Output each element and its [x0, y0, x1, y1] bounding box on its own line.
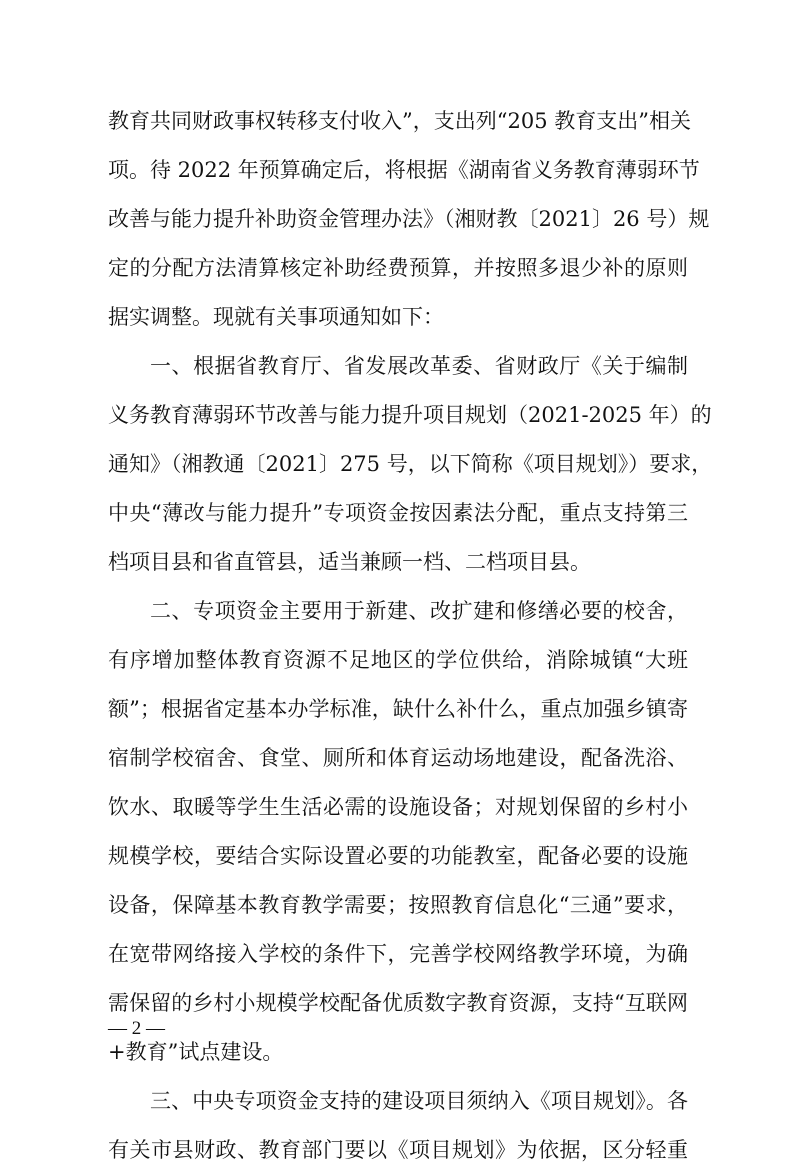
text-line: 中央“薄改与能力提升”专项资金按因素法分配，重点支持第三	[108, 501, 688, 525]
text-line: 定的分配方法清算核定补助经费预算，并按照多退少补的原则	[108, 256, 688, 280]
text-line: 有关市县财政、教育部门要以《项目规划》为依据，区分轻重	[108, 1138, 688, 1162]
paragraph-start-line: 二、专项资金主要用于新建、改扩建和修缮必要的校舍，	[150, 599, 688, 623]
text-line: 需保留的乡村小规模学校配备优质数字教育资源，支持“互联网	[108, 991, 688, 1015]
text-line: 据实调整。现就有关事项通知如下：	[108, 305, 444, 329]
text-line: 宿制学校宿舍、食堂、厕所和体育运动场地建设，配备洗浴、	[108, 746, 688, 770]
text-line: +教育”试点建设。	[108, 1040, 284, 1064]
text-line: 改善与能力提升补助资金管理办法》（湘财教〔2021〕26 号）规	[108, 207, 710, 231]
text-line: 额”；根据省定基本办学标准，缺什么补什么，重点加强乡镇寄	[108, 697, 688, 721]
text-line: 有序增加整体教育资源不足地区的学位供给，消除城镇“大班	[108, 648, 688, 672]
text-line: 规模学校，要结合实际设置必要的功能教室，配备必要的设施	[108, 844, 688, 868]
text-line: 项。待 2022 年预算确定后，将根据《湖南省义务教育薄弱环节	[108, 158, 700, 182]
page-number: — 2 —	[108, 1018, 165, 1039]
paragraph-start-line: 一、根据省教育厅、省发展改革委、省财政厅《关于编制	[150, 354, 688, 378]
text-line: 教育共同财政事权转移支付收入”，支出列“205 教育支出”相关	[108, 109, 691, 133]
text-line: 在宽带网络接入学校的条件下，完善学校网络教学环境，为确	[108, 942, 688, 966]
text-line: 饮水、取暖等学生生活必需的设施设备；对规划保留的乡村小	[108, 795, 688, 819]
text-line: 设备，保障基本教育教学需要；按照教育信息化“三通”要求，	[108, 893, 688, 917]
text-line: 义务教育薄弱环节改善与能力提升项目规划（2021-2025 年）的	[108, 403, 712, 427]
paragraph-start-line: 三、中央专项资金支持的建设项目须纳入《项目规划》。各	[150, 1089, 688, 1113]
text-line: 通知》（湘教通〔2021〕275 号，以下简称《项目规划》）要求，	[108, 452, 713, 476]
text-line: 档项目县和省直管县，适当兼顾一档、二档项目县。	[108, 550, 591, 574]
